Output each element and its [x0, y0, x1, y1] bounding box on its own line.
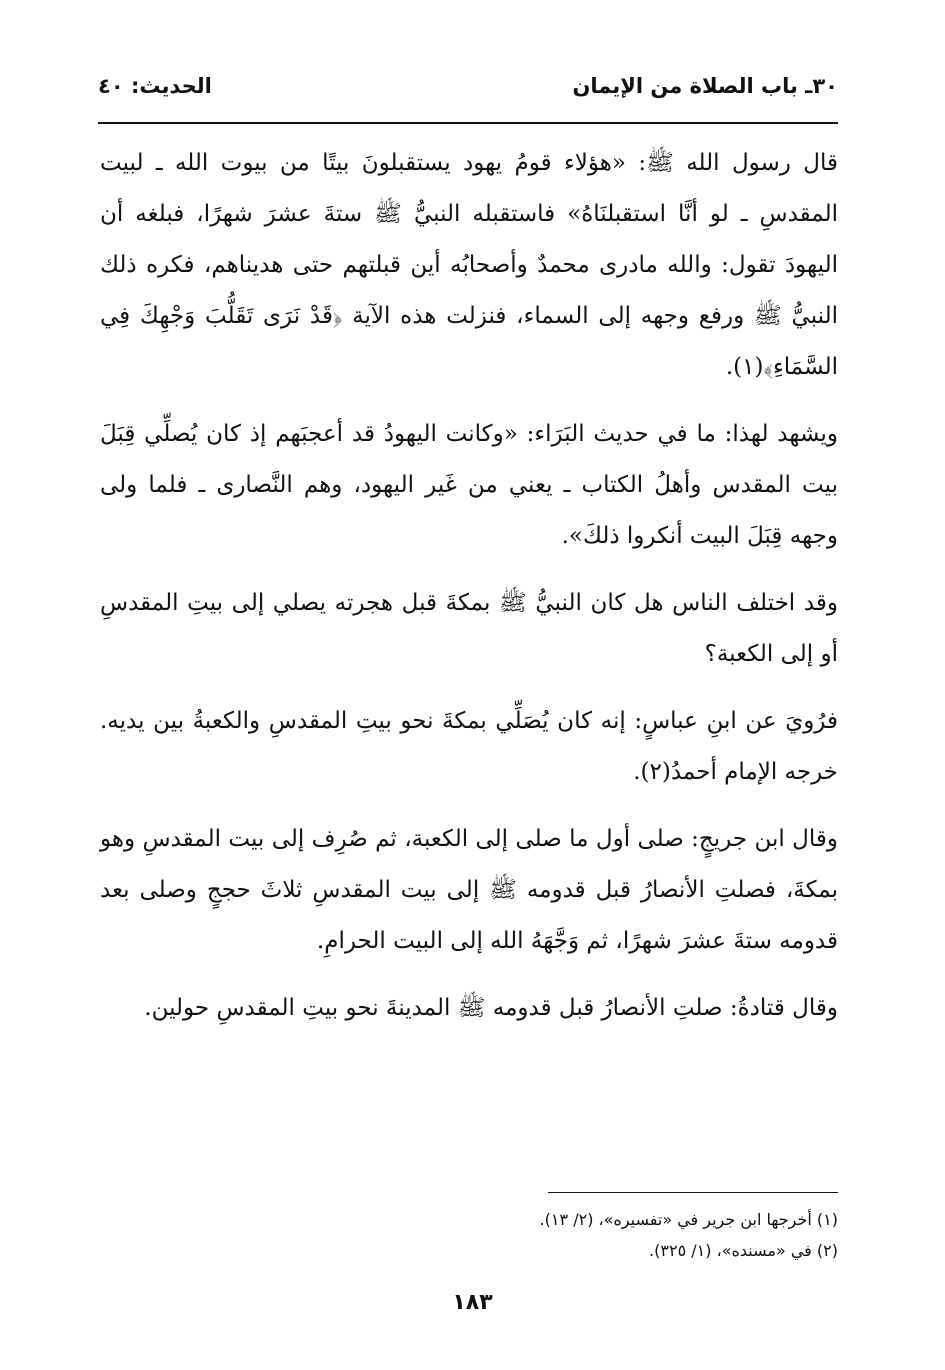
- footnote-2: (٢) في «مسنده»، (١/ ٣٢٥).: [649, 1241, 838, 1260]
- paragraph-5: وقال ابن جريجٍ: صلى أول ما صلى إلى الكعبة، ثم صُرِف إلى بيت المقدسِ وهو بمكةَ، فصلتِ الأنصارُ قبل قدومه ﷺ إلى بيت المقدسِ ثلاثَ حججٍ وصلى بعد قدومه ستةَ عشرَ شهرًا، ثم وَجَّهَهُ الله إلى البيت الحرامِ.: [100, 826, 838, 954]
- hadith-number: الحديث: ٤٠: [98, 74, 212, 98]
- paragraph-4: فرُويَ عن ابنِ عباسٍ: إنه كان يُصَلِّي بمكةَ نحو بيتِ المقدسِ والكعبةُ بين يديه. خرجه الإمام أحمدُ(٢).: [100, 708, 838, 785]
- paragraph-2: ويشهد لهذا: ما في حديث البَرَاء: «وكانت اليهودُ قد أعجبَهم إذ كان يُصلِّي قِبَلَ بيت المقدس وأهلُ الكتاب ـ يعني من غَير اليهود، وهم النَّصارى ـ فلما ولى وجهه قِبَلَ البيت أنكروا ذلكَ».: [100, 421, 838, 549]
- paragraph-1: قال رسول الله ﷺ: «هؤلاء قومُ يهود يستقبلونَ بيتًا من بيوت الله ـ لبيت المقدسِ ـ لو أنَّا استقبلنَاهُ» فاستقبله النبيُّ ﷺ ستةَ عشرَ شهرًا، فبلغه أن اليهودَ تقول: والله مادرى محمدٌ وأصحابُه أين قبلتهم حتى هديناهم، فكره ذلك النبيُّ ﷺ ورفع وجهه إلى السماء، فنزلت هذه الآية ﴿قَدْ نَرَى تَقَلُّبَ وَجْهِكَ فِي السَّمَاءِ﴾(١).: [100, 150, 838, 380]
- header-divider: [98, 122, 838, 124]
- footnotes: [100, 1204, 838, 1266]
- running-header: [98, 74, 838, 108]
- footnote-1: (١) أخرجها ابن جرير في «تفسيره»، (٢/ ١٣).: [539, 1210, 838, 1229]
- chapter-title: ٣٠ـ باب الصلاة من الإيمان: [572, 74, 838, 98]
- page-number: ١٨٣: [452, 1290, 493, 1315]
- paragraph-3: وقد اختلف الناس هل كان النبيُّ ﷺ بمكةَ قبل هجرته يصلي إلى بيتِ المقدسِ أو إلى الكعبة؟: [100, 590, 838, 667]
- paragraph-6: وقال قتادةُ: صلتِ الأنصارُ قبل قدومه ﷺ المدينةَ نحو بيتِ المقدسِ حولين.: [144, 995, 838, 1021]
- footnote-divider: [548, 1192, 838, 1193]
- main-text: [100, 138, 838, 1050]
